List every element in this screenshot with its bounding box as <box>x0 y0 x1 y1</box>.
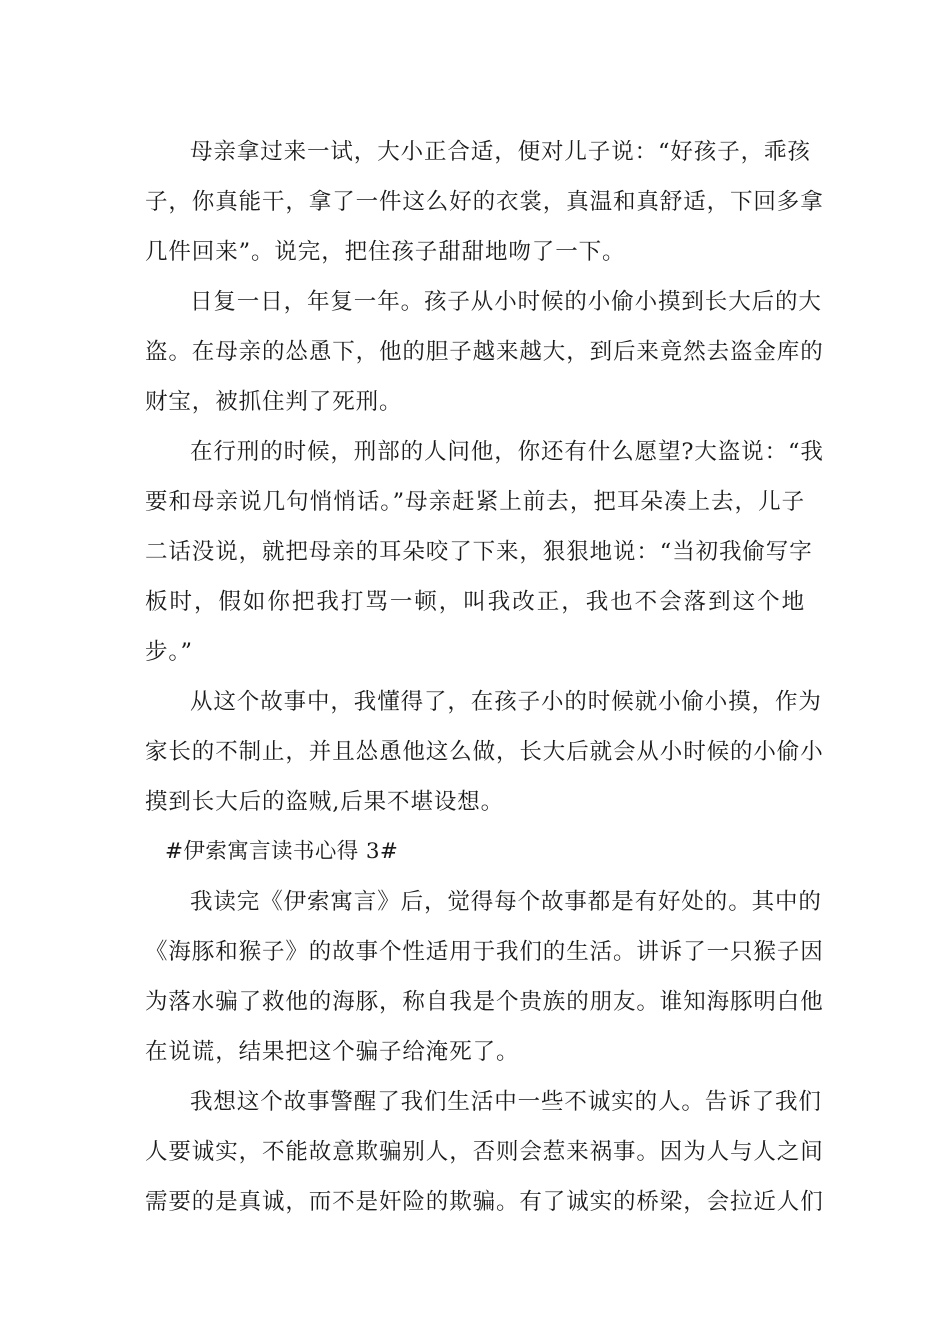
text-line: 子，你真能干，拿了一件这么好的衣裳，真温和真舒适，下回多拿 <box>145 189 824 215</box>
text-line: 我想这个故事警醒了我们生活中一些不诚实的人。告诉了我们 <box>190 1089 822 1115</box>
paragraph-execution <box>145 427 824 677</box>
text-line: 需要的是真诚，而不是奸险的欺骗。有了诚实的桥梁，会拉近人们 <box>145 1189 824 1215</box>
text-line: 在行刑的时候，刑部的人问他，你还有什么愿望?大盗说：“我 <box>190 439 824 465</box>
document-body <box>145 127 824 1227</box>
text-line: 我读完《伊索寓言》后，觉得每个故事都是有好处的。其中的 <box>190 889 822 915</box>
text-line: 盗。在母亲的怂恿下，他的胆子越来越大，到后来竟然去盗金库的 <box>145 339 824 365</box>
text-line: 几件回来”。说完，把住孩子甜甜地吻了一下。 <box>145 239 626 265</box>
text-line: 《海豚和猴子》的故事个性适用于我们的生活。讲诉了一只猴子因 <box>145 939 824 965</box>
paragraph-child-becomes-thief <box>145 277 824 427</box>
text-line: 母亲拿过来一试，大小正合适，便对儿子说：“好孩子，乖孩 <box>190 139 811 165</box>
section-heading: #伊索寓言读书心得 3# <box>165 839 399 864</box>
text-line: 步。” <box>145 639 193 665</box>
text-line: 日复一日，年复一年。孩子从小时候的小偷小摸到长大后的大 <box>190 289 822 315</box>
text-line: 从这个故事中，我懂得了，在孩子小的时候就小偷小摸，作为 <box>190 689 822 715</box>
text-line: 要和母亲说几句悄悄话。”母亲赶紧上前去，把耳朵凑上去，儿子 <box>145 489 805 515</box>
text-line: 为落水骗了救他的海豚，称自我是个贵族的朋友。谁知海豚明白他 <box>145 989 824 1015</box>
text-line: 财宝，被抓住判了死刑。 <box>145 389 403 415</box>
text-line: 二话没说，就把母亲的耳朵咬了下来，狠狠地说：“当初我偷写字 <box>145 539 813 565</box>
text-line: 家长的不制止，并且怂恿他这么做，长大后就会从小时候的小偷小 <box>145 739 824 765</box>
text-line: 人要诚实，不能故意欺骗别人，否则会惹来祸事。因为人与人之间 <box>145 1139 824 1165</box>
paragraph-dolphin-monkey <box>145 877 824 1077</box>
paragraph-honesty <box>145 1077 824 1227</box>
paragraph-mother-praises-son <box>145 127 824 277</box>
paragraph-lesson <box>145 677 824 827</box>
text-line: 摸到长大后的盗贼,后果不堪设想。 <box>145 789 505 815</box>
text-line: 在说谎，结果把这个骗子给淹死了。 <box>145 1039 520 1065</box>
text-line: 板时，假如你把我打骂一顿，叫我改正，我也不会落到这个地 <box>145 589 805 615</box>
